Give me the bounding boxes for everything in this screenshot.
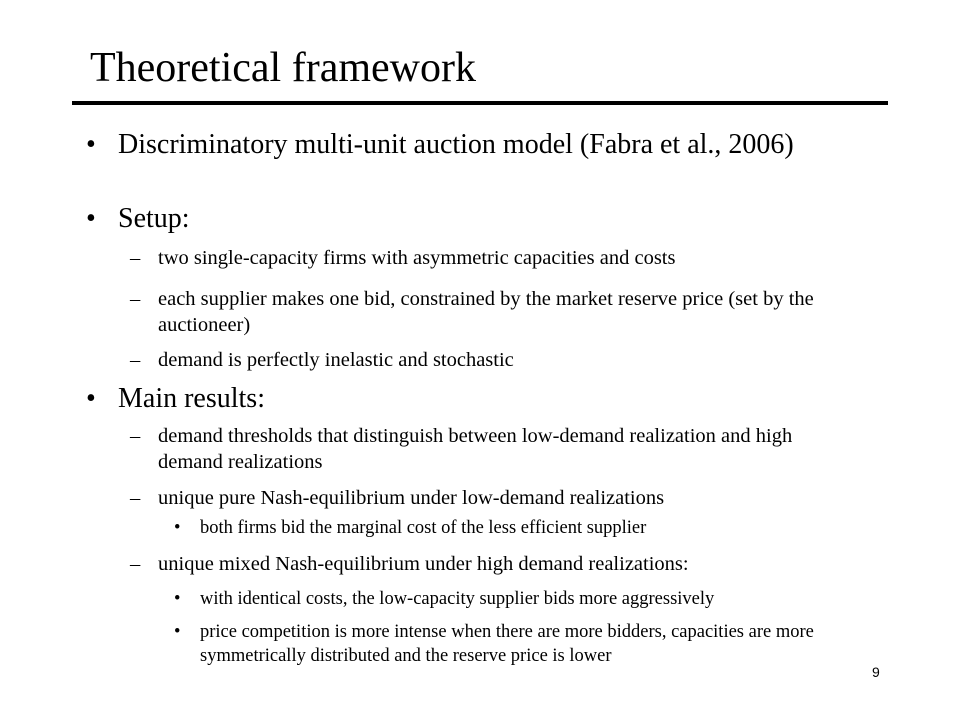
bullet-text: Setup: (118, 203, 190, 234)
sub-bullet-mixed-equilibrium (130, 551, 858, 577)
bullet-main-results (86, 382, 878, 416)
sub-sub-bullet-identical-costs (174, 587, 880, 611)
bullet-text: Discriminatory multi-unit auction model (Fabra et al., 2006) (118, 129, 794, 160)
sub-sub-bullet-text: price competition is more intense when there are more bidders, capacities are more symmetrically distributed and the reserve price is lower (200, 622, 814, 666)
slide-title: Theoretical framework (90, 45, 476, 91)
bullet-marker: • (86, 129, 96, 160)
sub-bullet-pure-equilibrium (130, 485, 858, 511)
sub-sub-bullet-price-competition (174, 620, 880, 668)
bullet-marker: • (86, 383, 96, 414)
dash-marker: – (130, 247, 141, 269)
sub-bullet-text: two single-capacity firms with asymmetric capacities and costs (158, 247, 676, 269)
page-number: 9 (872, 664, 880, 680)
bullet-text: Main results: (118, 383, 265, 414)
bullet-marker: • (174, 518, 181, 538)
bullet-discriminatory-model (86, 128, 878, 162)
dash-marker: – (130, 487, 141, 509)
sub-sub-bullet-marginal-cost (174, 516, 880, 540)
sub-sub-bullet-text: with identical costs, the low-capacity supplier bids more aggressively (200, 589, 715, 609)
sub-bullet-text: each supplier makes one bid, constrained by the market reserve price (set by the auctioneer) (158, 288, 814, 336)
dash-marker: – (130, 349, 141, 371)
sub-bullet-text: demand thresholds that distinguish between low-demand realization and high demand realizations (158, 425, 793, 473)
sub-bullet-firms (130, 245, 858, 271)
bullet-marker: • (174, 622, 181, 642)
sub-sub-bullet-text: both firms bid the marginal cost of the less efficient supplier (200, 518, 647, 538)
sub-bullet-text: unique pure Nash-equilibrium under low-demand realizations (158, 487, 665, 509)
bullet-marker: • (86, 203, 96, 234)
bullet-marker: • (174, 589, 181, 609)
sub-bullet-thresholds (130, 423, 858, 475)
dash-marker: – (130, 553, 141, 575)
sub-bullet-text: unique mixed Nash-equilibrium under high demand realizations: (158, 553, 689, 575)
sub-bullet-text: demand is perfectly inelastic and stochastic (158, 349, 514, 371)
sub-bullet-demand (130, 347, 858, 373)
dash-marker: – (130, 288, 141, 310)
title-underline (72, 101, 888, 105)
bullet-setup (86, 202, 878, 236)
sub-bullet-bid (130, 286, 858, 338)
dash-marker: – (130, 425, 141, 447)
